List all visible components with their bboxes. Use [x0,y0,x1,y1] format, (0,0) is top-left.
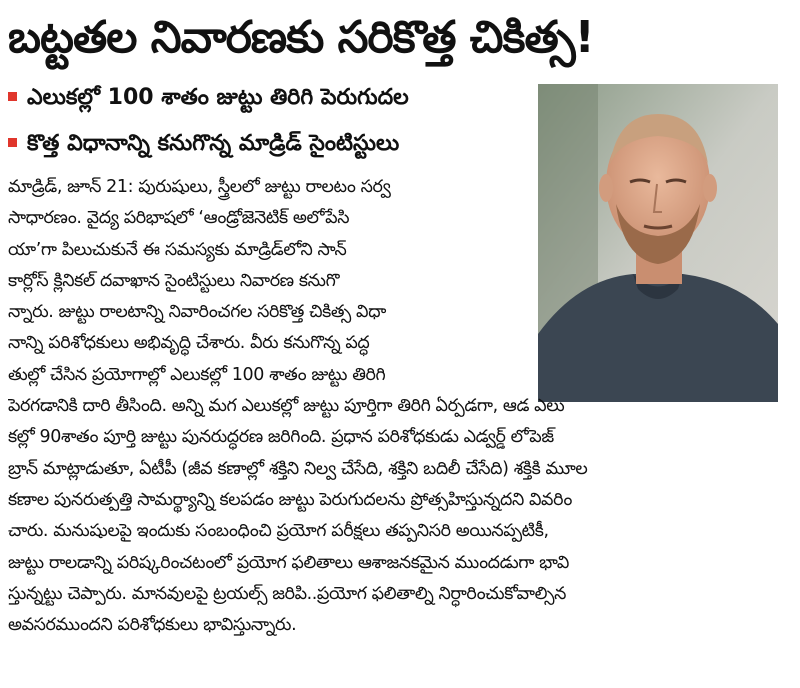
subheadline-text: కొత్త విధానాన్ని కనుగొన్న మాడ్రిడ్ సైంటిస్టులు [27,131,400,156]
article-line: బ్రాన్ మాట్లాడుతూ, ఏటీపీ (జీవ కణాల్లో శక్తిని నిల్వ చేసేది, శక్తిని బదిలీ చేసేది) శక్తికి మూల [8,458,588,479]
subheadline-1 [8,78,528,118]
article-line: యా’గా పిలుచుకునే ఈ సమస్యకు మాడ్రిడ్‌లోని సాన్ [8,239,347,260]
article-line: జుట్టు రాలడాన్ని పరిష్కరించటంలో ప్రయోగ ఫలితాలు ఆశాజనకమైన ముందడుగా భావి [8,552,569,573]
headline: బట్టతల నివారణకు సరికొత్త చికిత్స! [8,12,594,63]
article-line: అవసరముందని పరిశోధకులు భావిస్తున్నారు. [8,615,297,636]
article-line: పెరగడానికి దారి తీసింది. అన్ని మగ ఎలుకల్లో జుట్టు పూర్తిగా తిరిగి ఏర్పడగా, ఆడ ఎలు [8,396,565,417]
subheadline-2 [8,124,528,164]
article-line: స్తున్నట్టు చెప్పారు. మానవులపై ట్రయల్స్ జరిపి..ప్రయోగ ఫలితాల్ని నిర్ధారించుకోవాల్సిన [8,583,566,604]
bullet-icon [8,92,17,101]
subheadline-text: ఎలుకల్లో 100 శాతం జుట్టు తిరిగి పెరుగుదల [27,85,409,110]
article-line: నాన్ని పరిశోధకులు అభివృద్ధి చేశారు. వీరు కనుగొన్న పద్ధ [8,333,370,354]
article-line: చారు. మనుషులపై ఇందుకు సంబంధించి ప్రయోగ పరీక్షలు తప్పనిసరి అయినప్పటికీ, [8,521,549,542]
article-line: తుల్లో చేసిన ప్రయోగాల్లో ఎలుకల్లో 100 శాతం జుట్టు తిరిగి [8,364,386,385]
article-line: సాధారణం. వైద్య పరిభాషలో ‘ఆండ్రోజెనెటిక్ అలోపేసి [8,208,350,229]
article-line: కార్లోస్ క్లినికల్ దవాఖాన సైంటిస్టులు నివారణ కనుగొ [8,270,340,291]
article-line: మాడ్రిడ్, జూన్ 21: పురుషులు, స్త్రీలలో జుట్టు రాలటం సర్వ [8,177,391,197]
article-line: న్నారు. జుట్టు రాలటాన్ని నివారించగల సరికొత్త చికిత్స విధా [8,302,386,323]
bullet-icon [8,138,17,147]
article-line: కల్లో 90శాతం పూర్తి జుట్టు పునరుద్ధరణ జరిగింది. ప్రధాన పరిశోధకుడు ఎడ్వర్డ్ లోపెజ్ [8,427,554,448]
article-body [8,172,794,641]
article-line: కణాల పునరుత్పత్తి సామర్థ్యాన్ని కలపడం జుట్టు పెరుగుదలను ప్రోత్సహిస్తున్నదని వివరిం [8,489,572,510]
